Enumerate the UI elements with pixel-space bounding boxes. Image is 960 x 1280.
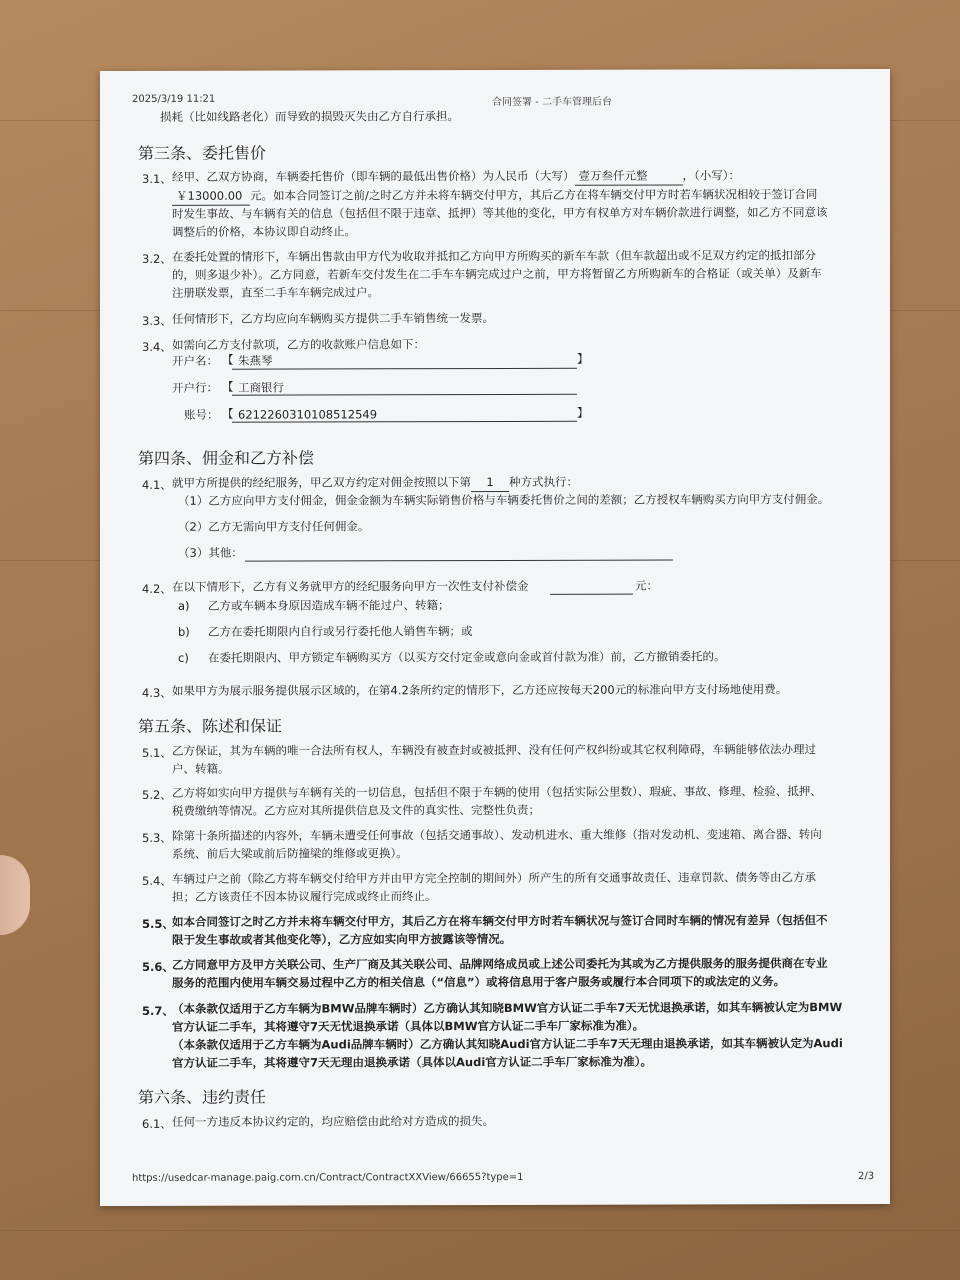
clause-5-1-line-1: 乙方保证，其为车辆的唯一合法所有权人，车辆没有被查封或被抵押、没有任何产权纠纷或其它权利障碍，车辆能够依法办理过 (172, 742, 816, 758)
clause-5-1-line-2: 户、转籍。 (172, 761, 230, 776)
option-3: （3）其他： (178, 545, 243, 560)
clause-5-7-line-1: （本条款仅适用于乙方车辆为BMW品牌车辆时）乙方确认其知晓BMW官方认证二手车7天无忧退换承诺，如其车辆被认定为BMW (172, 1000, 843, 1016)
section-4-title: 第四条、佣金和乙方补偿 (138, 448, 315, 468)
print-title: 合同签署 - 二手车管理后台 (492, 96, 612, 109)
account-name-label: 开户名： (172, 353, 218, 368)
clause-3-2-line-1: 在委托处置的情形下，车辆出售款由甲方代为收取并抵扣乙方向甲方所购买的新车车款（但车款超出或不足双方约定的抵扣部分 (172, 248, 816, 264)
clause-num: 5.3、 (142, 830, 172, 845)
clause-3-1-line-2: ￥13000.00 元。如本合同签订之前/之时乙方并未将车辆交付甲方，其后乙方在将车辆交付甲方时若车辆状况相较于签订合同 (172, 185, 817, 206)
page-number: 2/3 (858, 1171, 875, 1183)
clause-5-3-line-1: 除第十条所描述的内容外，车辆未遭受任何事故（包括交通事故）、发动机进水、重大维修（指对发动机、变速箱、离合器、转向 (172, 827, 822, 843)
clause-num: 5.1、 (142, 745, 172, 760)
item-c: 在委托期限内、甲方锁定车辆购买方（以买方交付定金或意向金或首付款为准）前，乙方撤销委托的。 (208, 649, 726, 665)
clause-num: 3.2、 (142, 251, 172, 266)
clause-num: 3.3、 (142, 313, 172, 328)
clause-num: 4.2、 (142, 581, 172, 596)
clause-num: 5.6、 (142, 959, 174, 974)
right-bracket: 】 (577, 405, 589, 420)
footer-url: https://usedcar-manage.paig.com.cn/Contract/ContractXXView/66655?type=1 (132, 1171, 524, 1184)
clause-5-6-line-2: 服务的范围内使用车辆交易过程中乙方的相关信息（“信息”）或将信息用于客户服务或履行本合同项下的或法定的义务。 (172, 974, 786, 990)
clause-num: 4.1、 (142, 477, 172, 492)
print-datetime: 2025/3/19 11:21 (132, 93, 216, 105)
bank-value: 工商银行 (238, 380, 284, 395)
clause-5-2-line-1: 乙方将如实向甲方提供与车辆有关的一切信息，包括但不限于车辆的使用（包括实际公里数）、瑕疵、事故、修理、检验、抵押、 (172, 784, 822, 800)
item-a-key: a) (178, 598, 190, 613)
clause-5-5-line-2: 限于发生事故或者其他变化等），乙方应如实向甲方披露该等情况。 (172, 931, 512, 947)
item-b-key: b) (178, 624, 190, 639)
clause-num: 5.2、 (142, 787, 172, 802)
account-number-label: 账号： (184, 407, 219, 422)
finger (0, 855, 30, 935)
clause-3-4-line-1: 如需向乙方支付款项，乙方的收款账户信息如下： (172, 337, 425, 352)
clause-4-1-line-1: 就甲方所提供的经纪服务，甲乙双方约定对佣金按照以下第 1 种方式执行： (172, 473, 578, 493)
clause-num: 6.1、 (142, 1116, 172, 1131)
section-5-title: 第五条、陈述和保证 (138, 716, 283, 736)
account-number-value: 6212260310108512549 (238, 407, 378, 422)
clause-3-1-line-4: 调整后的价格，本协议即自动终止。 (172, 224, 356, 239)
clause-4-3-line-1: 如果甲方为展示服务提供展示区域的，在第4.2条所约定的情形下，乙方还应按每天200元的标准向甲方支付场地使用费。 (172, 682, 788, 698)
section-3-title: 第三条、委托售价 (138, 143, 267, 163)
clause-5-2-line-2: 税费缴纳等情况。乙方应对其所提供信息及文件的真实性、完整性负责； (172, 802, 540, 818)
section-6-title: 第六条、违约责任 (138, 1087, 267, 1107)
clause-3-2-line-3: 注册联发票，直至二手车车辆完成过户。 (172, 285, 379, 300)
clause-5-4-line-2: 担；乙方该责任不因本协议履行完成或终止而终止。 (172, 889, 437, 904)
clause-6-1-line-1: 任何一方违反本协议约定的，均应赔偿由此给对方造成的损失。 (172, 1114, 494, 1129)
top-line: 损耗（比如线路老化）而导致的损毁灭失由乙方自行承担。 (160, 109, 459, 124)
underline (232, 394, 577, 396)
clause-5-3-line-2: 系统、前后大梁或前后防撞梁的维修或更换）。 (172, 846, 408, 861)
clause-5-6-line-1: 乙方同意甲方及甲方关联公司、生产厂商及其关联公司、品牌网络成员或上述公司委托为其或为乙方提供服务的服务提供商在专业 (172, 956, 828, 972)
left-bracket: 【 (222, 406, 234, 421)
item-a: 乙方或车辆本身原因造成车辆不能过户、转籍； (208, 598, 450, 613)
underline (550, 594, 633, 595)
left-bracket: 【 (222, 352, 234, 367)
clause-3-1-line-3: 时发生事故、与车辆有关的信息（包括但不限于违章、抵押）等其他的变化，甲方有权单方对车辆价款进行调整，如乙方不同意该 (172, 205, 828, 221)
clause-num: 5.7、 (142, 1003, 174, 1018)
option-2: （2）乙方无需向甲方支付任何佣金。 (178, 519, 370, 534)
amount-upper: 壹万叁仟元整 (575, 167, 683, 186)
clause-3-1-line-1: 经甲、乙双方协商，车辆委托售价（即车辆的最低出售价格）为人民币（大写） 壹万叁仟元整 ，（小写）： (172, 168, 740, 184)
amount-lower: ￥13000.00 (172, 187, 250, 206)
right-bracket: 】 (577, 351, 589, 366)
clause-4-2-line-1: 在以下情形下，乙方有义务就甲方的经纪服务向甲方一次性支付补偿金 (172, 578, 529, 594)
clause-5-7-line-3: （本条款仅适用于乙方车辆为Audi品牌车辆时）乙方确认其知晓Audi官方认证二手车7天无理由退换承诺，如其车辆被认定为Audi (172, 1036, 843, 1052)
commission-choice: 1 (471, 473, 509, 492)
underline (232, 421, 577, 423)
bank-label: 开户行： (172, 380, 218, 395)
option-1: （1）乙方应向甲方支付佣金，佣金金额为车辆实际销售价格与车辆委托售价之间的差额；乙方授权车辆购买方向甲方支付佣金。 (178, 492, 830, 508)
item-c-key: c) (178, 650, 189, 665)
left-bracket: 【 (222, 379, 234, 394)
clause-num: 3.1、 (142, 171, 172, 186)
clause-4-2-unit: 元： (635, 578, 658, 593)
clause-num: 5.5、 (142, 916, 174, 931)
underline (245, 560, 673, 562)
clause-num: 5.4、 (142, 873, 172, 888)
underline (232, 368, 577, 370)
contract-page (100, 69, 890, 1206)
clause-3-2-line-2: 的，则多退少补）。乙方同意，若新车交付发生在二手车车辆完成过户之前，甲方将暂留乙方所购新车的合格证（或关单）及新车 (172, 266, 822, 282)
clause-3-3-line-1: 任何情形下，乙方均应向车辆购买方提供二手车销售统一发票。 (172, 311, 494, 326)
clause-num: 4.3、 (142, 685, 172, 700)
item-b: 乙方在委托期限内自行或另行委托他人销售车辆；或 (208, 624, 473, 639)
clause-5-4-line-1: 车辆过户之前（除乙方将车辆交付给甲方并由甲方完全控制的期间外）所产生的所有交通事故责任、违章罚款、债务等由乙方承 (172, 870, 816, 886)
clause-num: 3.4、 (142, 339, 172, 354)
account-name-value: 朱燕琴 (238, 353, 273, 368)
clause-5-5-line-1: 如本合同签订之时乙方并未将车辆交付甲方，其后乙方在将车辆交付甲方时若车辆状况与签订合同时车辆的情况有差异（包括但不 (172, 913, 828, 929)
clause-5-7-line-4: 官方认证二手车，其将遵守7天无理由退换承诺（具体以Audi官方认证二手车厂家标准为准）。 (172, 1054, 653, 1070)
clause-5-7-line-2: 官方认证二手车，其将遵守7天无忧退换承诺（具体以BMW官方认证二手车厂家标准为准）。 (172, 1018, 645, 1034)
